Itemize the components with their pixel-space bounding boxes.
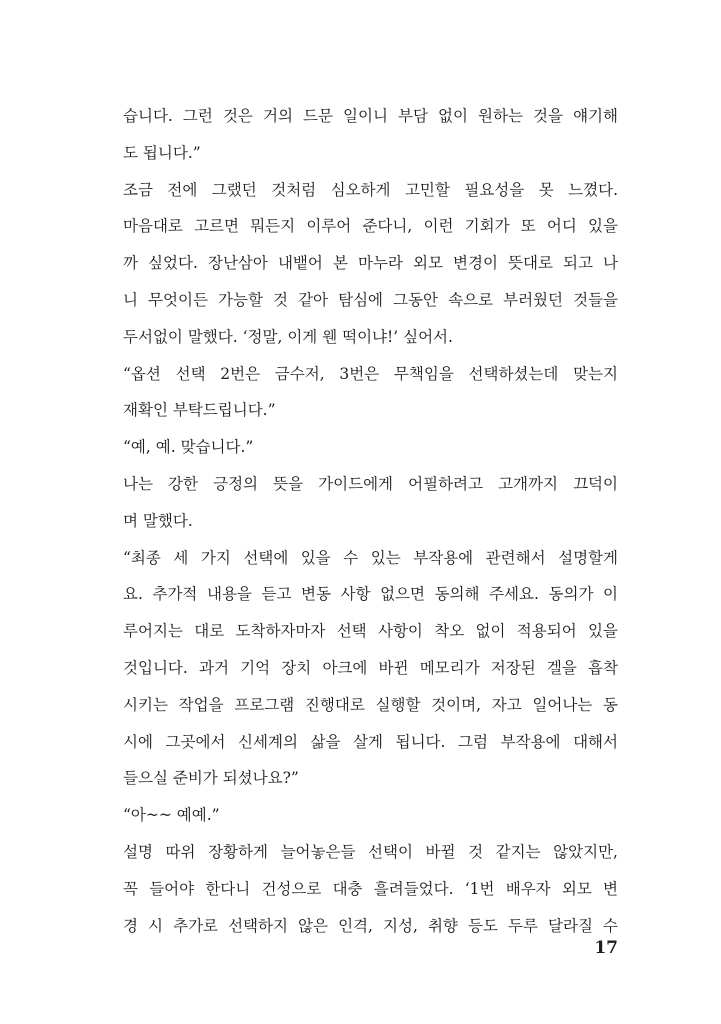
text-line: 들으실 준비가 되셨나요?” [123, 769, 299, 788]
text-line: 요. 추가적 내용을 듣고 변동 사항 없으면 동의해 주세요. 동의가 이 [123, 585, 618, 604]
text-line: 두서없이 말했다. ‘정말, 이게 웬 떡이냐!’ 싶어서. [123, 327, 453, 346]
text-line: 며 말했다. [123, 511, 193, 530]
text-line: “최종 세 가지 선택에 있을 수 있는 부작용에 관련해서 설명할게 [123, 548, 618, 567]
text-line: 시에 그곳에서 신세계의 삶을 살게 됩니다. 그럼 부작용에 대해서 [123, 732, 618, 751]
text-line: 까 싶었다. 장난삼아 내뱉어 본 마누라 외모 변경이 뜻대로 되고 나 [123, 254, 618, 273]
text-line: 루어지는 대로 도착하자마자 선택 사항이 착오 없이 적용되어 있을 [123, 622, 618, 641]
text-line: 것입니다. 과거 기억 장치 아크에 바뀐 메모리가 저장된 겔을 흡착 [123, 658, 618, 677]
body-text [123, 98, 618, 944]
text-line: 나는 강한 긍정의 뜻을 가이드에게 어필하려고 고개까지 끄덕이 [123, 474, 618, 493]
text-line: 재확인 부탁드립니다.” [123, 401, 276, 420]
text-line: “아~~ 예예.” [123, 806, 220, 825]
text-line: 시키는 작업을 프로그램 진행대로 실행할 것이며, 자고 일어나는 동 [123, 695, 618, 714]
text-line: 설명 따위 장황하게 늘어놓은들 선택이 바뀔 것 같지는 않았지만, [123, 842, 618, 861]
text-line: 도 됩니다.” [123, 143, 201, 162]
text-line: 마음대로 고르면 뭐든지 이루어 준다니, 이런 기회가 또 어디 있을 [123, 217, 618, 236]
text-line: “예, 예. 맞습니다.” [123, 438, 254, 457]
text-line: 습니다. 그런 것은 거의 드문 일이니 부담 없이 원하는 것을 얘기해 [123, 107, 618, 125]
text-line: 니 무엇이든 가능할 것 같아 탐심에 그동안 속으로 부러웠던 것들을 [123, 290, 618, 309]
text-line: 경 시 추가로 선택하지 않은 인격, 지성, 취향 등도 두루 달라질 수 [123, 916, 618, 935]
page-number: 17 [594, 938, 618, 958]
text-line: 조금 전에 그랬던 것처럼 심오하게 고민할 필요성을 못 느꼈다. [123, 180, 618, 199]
text-line: 꼭 들어야 한다니 건성으로 대충 흘려들었다. ‘1번 배우자 외모 변 [123, 879, 618, 898]
text-line: “옵션 선택 2번은 금수저, 3번은 무책임을 선택하셨는데 맞는지 [123, 364, 618, 383]
